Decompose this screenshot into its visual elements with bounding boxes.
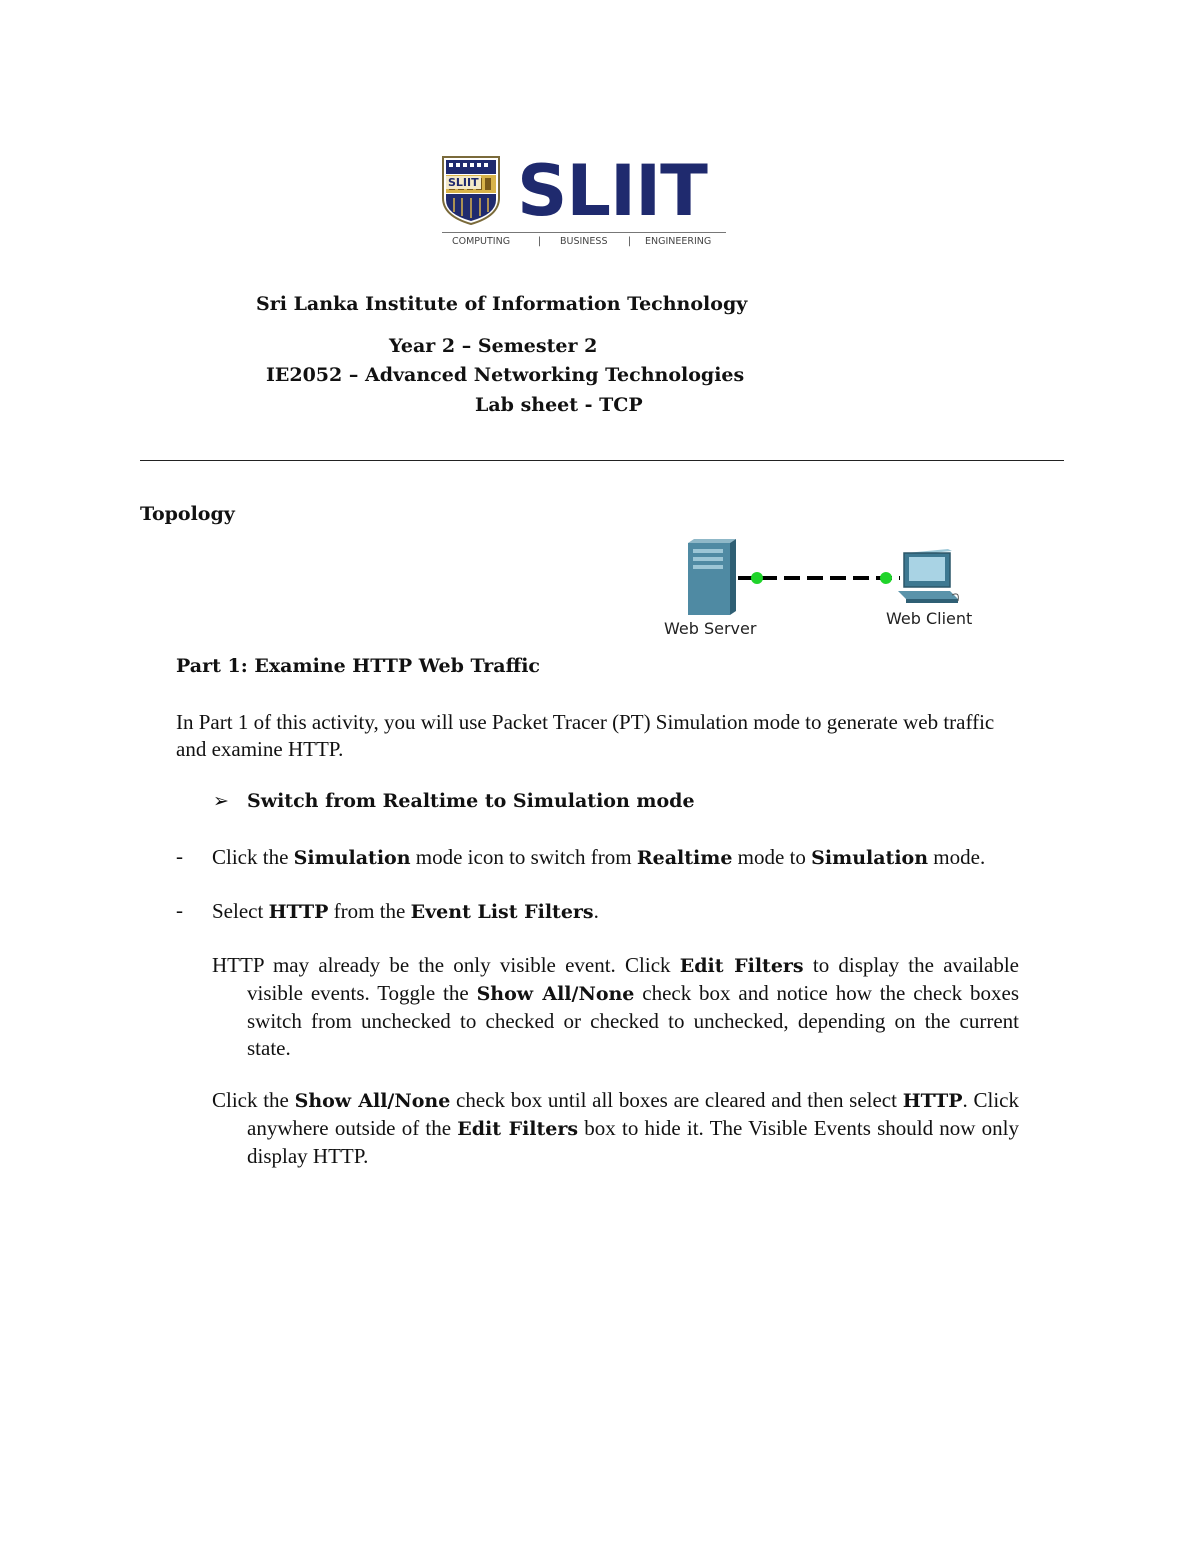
header-divider <box>140 460 1064 461</box>
tag-sep-2: | <box>628 236 632 247</box>
topology-heading: Topology <box>140 503 235 525</box>
brand-wordmark: SLIIT <box>517 150 707 232</box>
crest-text: SLIIT <box>448 176 479 189</box>
tag-computing: COMPUTING <box>452 236 511 247</box>
step2-marker: - <box>176 898 183 922</box>
sliit-crest-icon <box>440 154 502 226</box>
show-all-none-paragraph: Click the Show All/None check box until all boxes are cleared and then select HTTP. Click anywhere outside of the Edit Filters box to hide it. The Visible Events should now only display HTTP. <box>212 1088 1019 1168</box>
step2-text: Select HTTP from the Event List Filters. <box>212 899 599 923</box>
web-client-icon <box>898 549 958 603</box>
link-port-client <box>880 572 892 584</box>
sliit-logo <box>440 150 730 252</box>
part1-intro: In Part 1 of this activity, you will use Packet Tracer (PT) Simulation mode to generate web traffic and examine HTTP. <box>176 710 995 761</box>
logo-tagline <box>442 232 726 247</box>
arrow-bullet-icon: ➢ <box>213 790 229 812</box>
web-client-label: Web Client <box>886 609 973 628</box>
step1-marker: - <box>176 844 183 868</box>
web-server-label: Web Server <box>664 619 757 638</box>
tag-business: BUSINESS <box>560 236 608 247</box>
lab-sheet-title: Lab sheet - TCP <box>475 394 643 416</box>
link-port-server <box>751 572 763 584</box>
edit-filters-paragraph: HTTP may already be the only visible event. Click Edit Filters to display the available visible events. Toggle the Show All/None check box and notice how the check boxes switch from unchecked to checked or checked to unchecked, depending on the current state. <box>212 953 1020 1060</box>
year-semester: Year 2 – Semester 2 <box>389 335 598 357</box>
web-server-icon <box>688 539 736 615</box>
bullet-text: Switch from Realtime to Simulation mode <box>247 790 695 812</box>
step1-text: Click the Simulation mode icon to switch from Realtime mode to Simulation mode. <box>212 845 986 869</box>
course-title: IE2052 – Advanced Networking Technologies <box>266 364 745 386</box>
institute-name: Sri Lanka Institute of Information Technology <box>256 293 748 315</box>
topology-diagram <box>660 535 990 645</box>
part1-title: Part 1: Examine HTTP Web Traffic <box>176 655 540 677</box>
tag-engineering: ENGINEERING <box>645 236 712 247</box>
tag-sep-1: | <box>538 236 542 247</box>
